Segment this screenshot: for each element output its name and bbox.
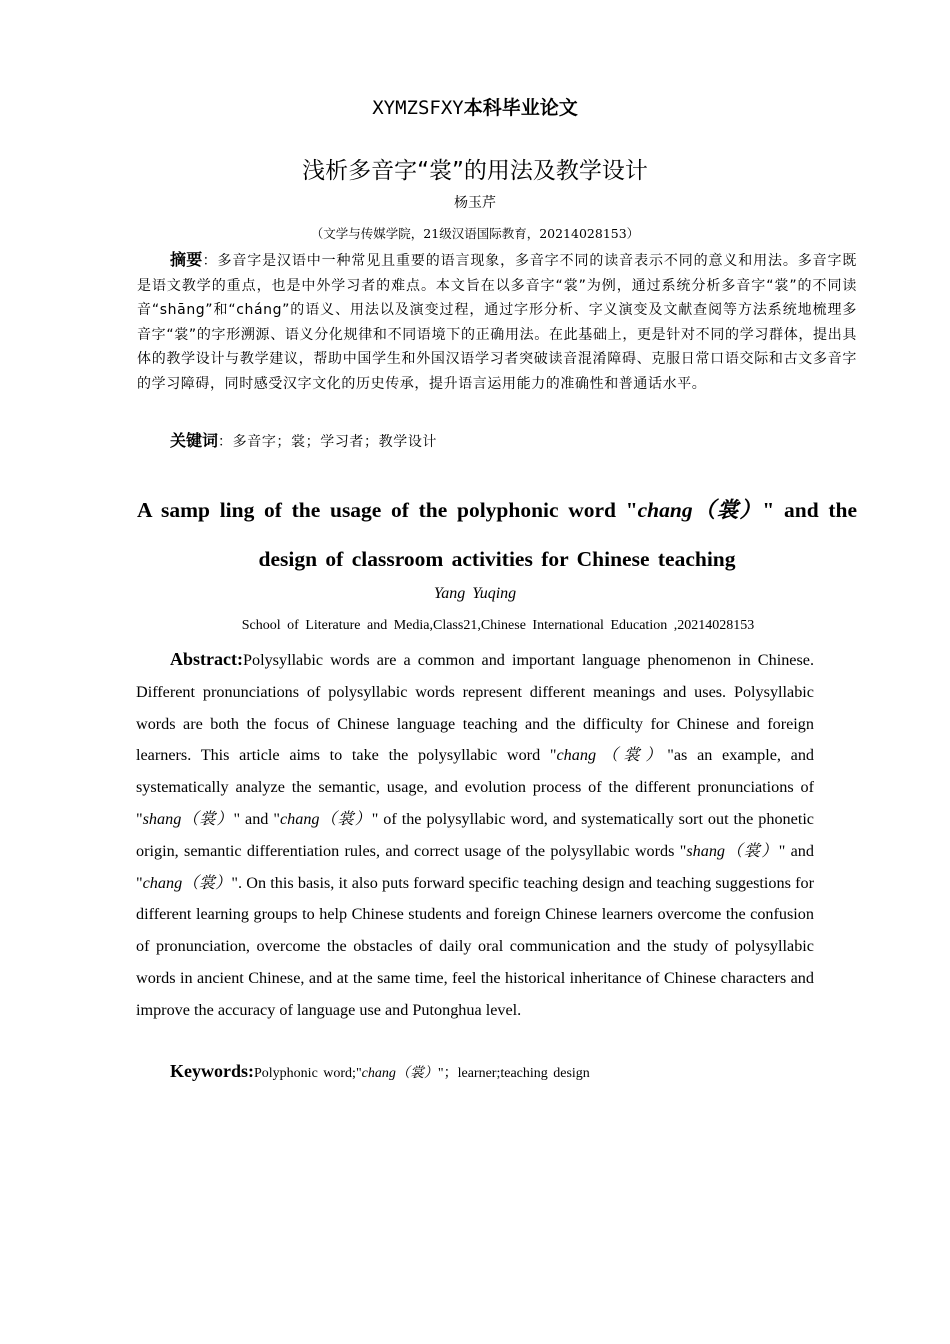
chinese-affiliation: （文学与传媒学院，21级汉语国际教育，20214028153） — [310, 226, 640, 241]
english-title-part: A samp ling of the usage of the polyphonic word " — [137, 498, 638, 522]
english-abstract-term: shang（裳） — [686, 841, 779, 860]
chinese-keywords — [170, 428, 860, 451]
english-keywords-text: Polyphonic word;" — [254, 1066, 362, 1081]
english-abstract-term: chang（裳） — [556, 746, 668, 765]
chinese-title: 浅析多音字“裳”的用法及教学设计 — [302, 158, 648, 184]
english-abstract-term: shang（裳） — [142, 809, 234, 828]
english-title-part: " and the design of classroom activities for Chinese teaching — [258, 498, 857, 571]
chinese-abstract-text: ：多音字是汉语中一种常见且重要的语言现象，多音字不同的读音表示不同的意义和用法。多音字既是语文教学的重点，也是中外学习者的难点。本文旨在以多音字“裳”为例，通过系统分析多音字“裳”的不同读音“shāng”和“cháng”的语义、用法以及演变过程，通过字形分析、字义演变及文献查阅等方法系统地梳理多音字“裳”的字形溯源、语义分化规律和不同语境下的正确用法。在此基础上，更是针对不同的学习群体，提出具体的教学设计与教学建议，帮助中国学生和外国汉语学习者突破读音混淆障碍、克服日常口语交际和古文多音字的学习障碍，同时感受汉字文化的历史传承，提升语言运用能力的准确性和普通话水平。 — [137, 253, 857, 392]
english-abstract-text: " and " — [233, 809, 280, 828]
header-code: XYMZSFXY — [372, 97, 464, 119]
header-label: 本科毕业论文 — [463, 97, 578, 119]
english-title-italic: chang（裳） — [637, 498, 763, 522]
chinese-keywords-label: 关键词 — [170, 431, 219, 450]
chinese-author: 杨玉芹 — [454, 195, 496, 211]
english-abstract-text: ". On this basis, it also puts forward specific teaching design and teaching suggestions for different learning groups to help Chinese students and foreign Chinese learners overcome the confusion of pronunciation, overcome the obstacles of daily oral communication and the study of polysyllabic words in ancient Chinese, and at the same time, feel the historical inheritance of Chinese characters and improve the accuracy of language use and Putonghua level. — [136, 873, 814, 1019]
english-abstract-term: chang（裳） — [279, 809, 372, 828]
english-keywords-label: Keywords: — [170, 1061, 254, 1081]
english-abstract-text: Polysyllabic words are a common and important language phenomenon in Chinese. Different pronunciations of polysyllabic words represent different meanings and uses. Polysyllabic words are both the focus of Chinese language teaching and the difficulty for Chinese and foreign learners. This article aims to take the polysyllabic word " — [136, 651, 814, 765]
english-keywords-term: chang（裳） — [361, 1066, 438, 1081]
english-abstract-text: " of the polysyllabic word, and systematically sort out the phonetic origin, semantic differentiation rules, and correct usage of the polysyllabic words " — [136, 809, 814, 860]
chinese-abstract — [137, 248, 857, 397]
chinese-abstract-label: 摘要 — [170, 250, 203, 269]
english-keywords-text: "；learner;teaching design — [437, 1066, 590, 1081]
english-abstract-label: Abstract: — [170, 649, 243, 669]
english-author: Yang Yuqing — [433, 585, 517, 602]
english-title — [137, 486, 857, 584]
english-abstract-term: chang（裳） — [142, 873, 232, 892]
english-abstract-text: "as an example, and systematically analyze the semantic, usage, and evolution process of the different pronunciations of " — [136, 746, 815, 828]
english-affiliation: School of Literature and Media,Class21,Chinese International Education ,20214028153 — [241, 618, 755, 633]
english-keywords — [170, 1061, 870, 1082]
thesis-header — [0, 93, 950, 120]
english-abstract — [136, 644, 814, 1027]
chinese-keywords-text: ：多音字；裳；学习者；教学设计 — [218, 434, 438, 450]
english-abstract-text: " and " — [136, 841, 814, 892]
